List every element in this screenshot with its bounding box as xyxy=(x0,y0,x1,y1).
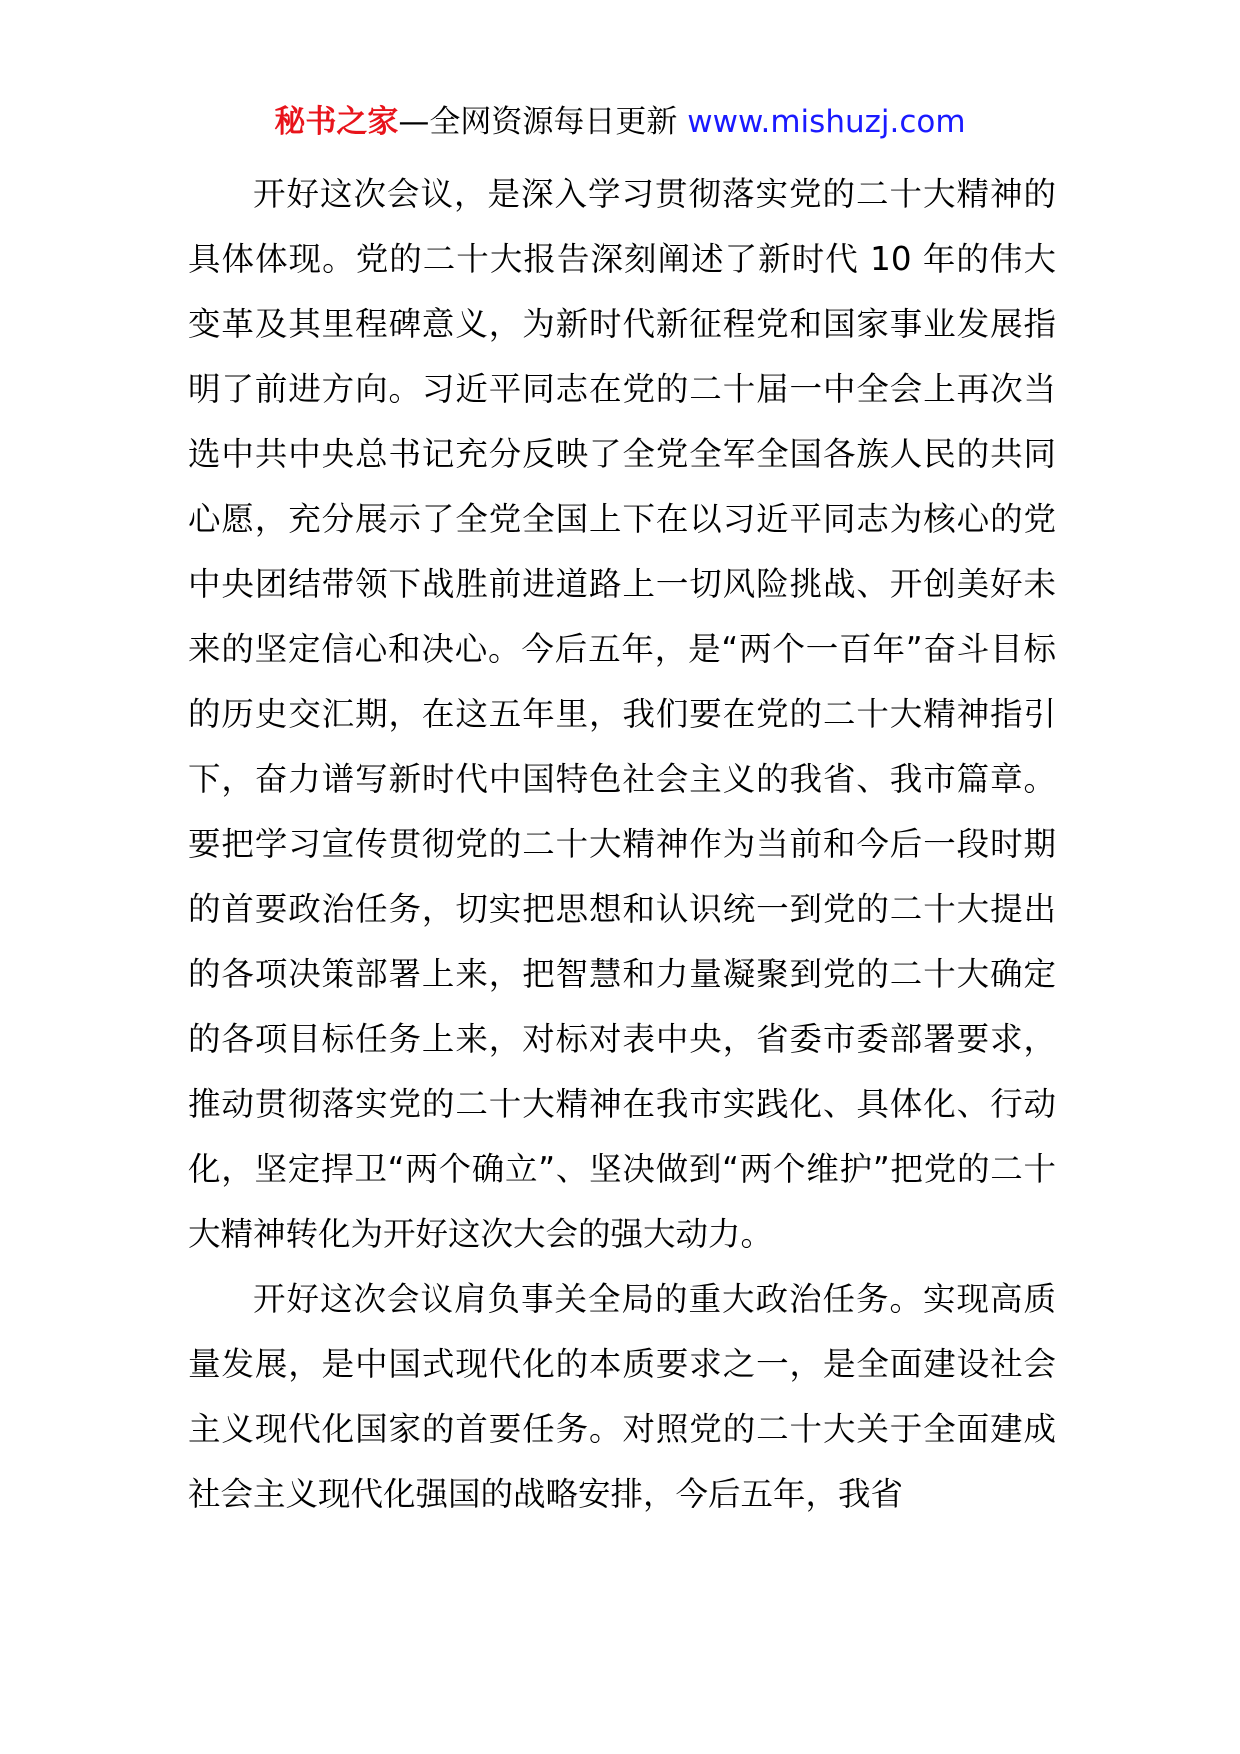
page-header xyxy=(0,100,1240,144)
paragraph-1: 开好这次会议，是深入学习贯彻落实党的二十大精神的具体体现。党的二十大报告深刻阐述了新时代 10 年的伟大变革及其里程碑意义，为新时代新征程党和国家事业发展指明了前进方向。习近平同志在党的二十届一中全会上再次当选中共中央总书记充分反映了全党全军全国各族人民的共同心愿，充分展示了全党全国上下在以习近平同志为核心的党中央团结带领下战胜前进道路上一切风险挑战、开创美好未来的坚定信心和决心。今后五年，是“两个一百年”奋斗目标的历史交汇期，在这五年里，我们要在党的二十大精神指引下，奋力谱写新时代中国特色社会主义的我省、我市篇章。要把学习宣传贯彻党的二十大精神作为当前和今后一段时期的首要政治任务，切实把思想和认识统一到党的二十大提出的各项决策部署上来，把智慧和力量凝聚到党的二十大确定的各项目标任务上来，对标对表中央，省委市委部署要求，推动贯彻落实党的二十大精神在我市实践化、具体化、行动化，坚定捍卫“两个确立”、坚决做到“两个维护”把党的二十大精神转化为开好这次大会的强大动力。 xyxy=(188,175,1056,1253)
brand-name: 秘书之家 xyxy=(274,104,399,140)
header-tagline: —全网资源每日更新 xyxy=(398,104,678,140)
paragraph-2: 开好这次会议肩负事关全局的重大政治任务。实现高质量发展，是中国式现代化的本质要求之一，是全面建设社会主义现代化国家的首要任务。对照党的二十大关于全面建成社会主义现代化强国的战略安排，今后五年，我省 xyxy=(188,1280,1056,1513)
document-body xyxy=(188,162,1056,1527)
website-link[interactable]: www.mishuzj.com xyxy=(687,104,966,140)
